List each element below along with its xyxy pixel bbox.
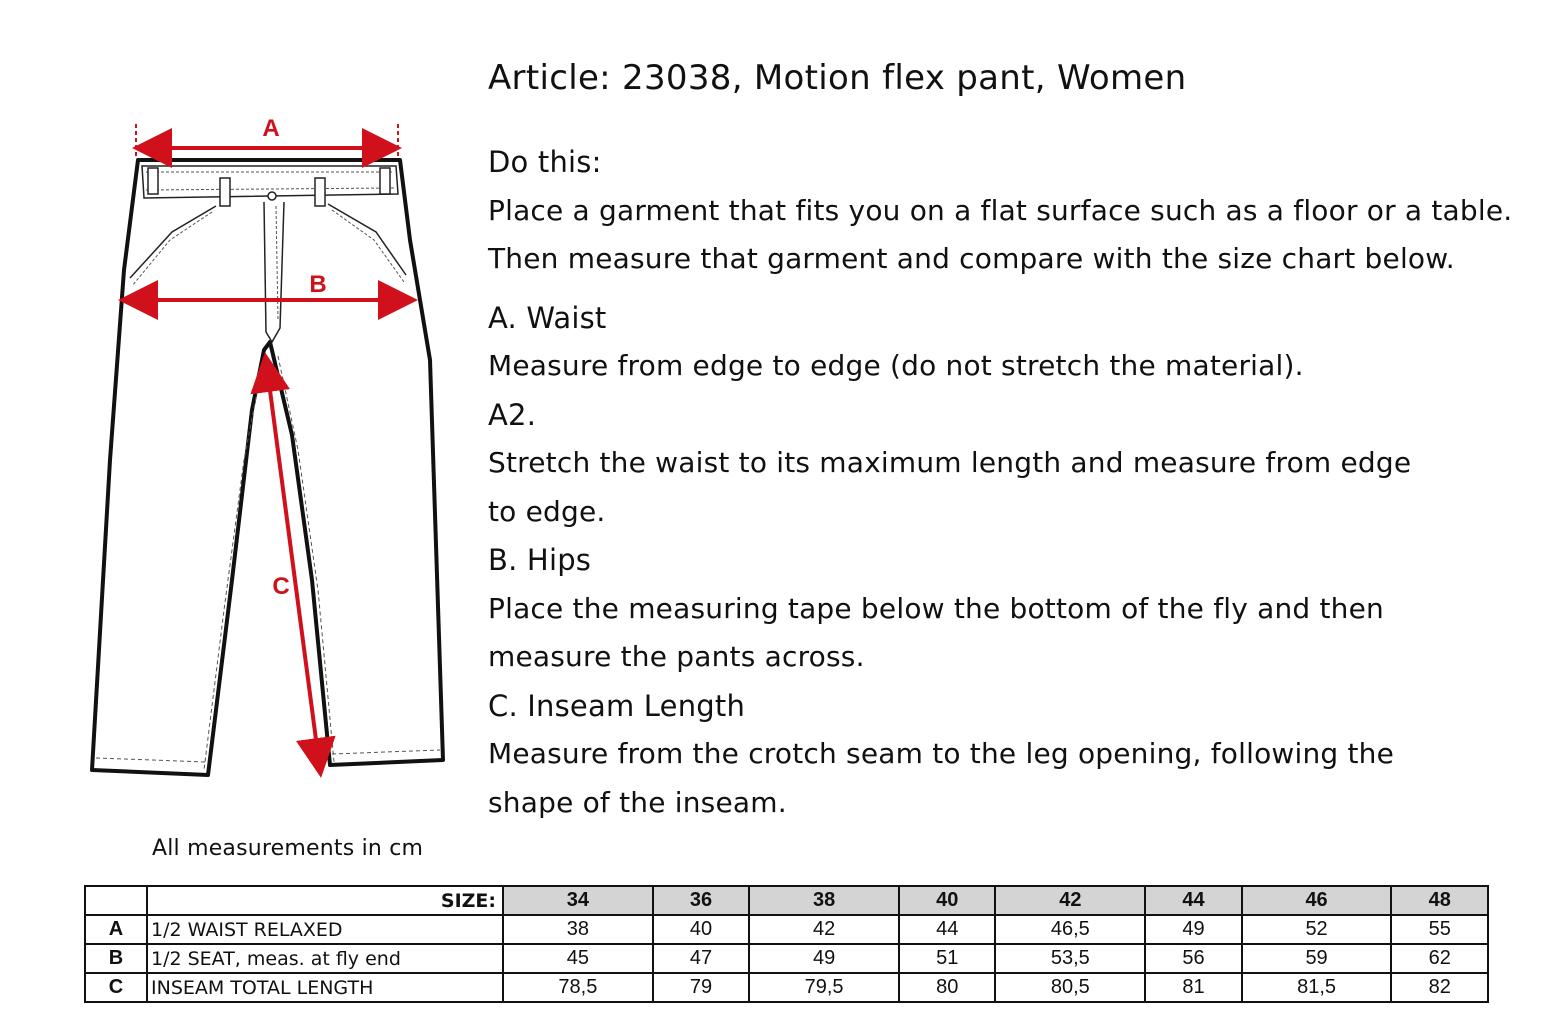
value-cell: 79 [653, 973, 750, 1002]
size-cell: 34 [503, 886, 653, 915]
value-cell: 42 [749, 915, 899, 944]
button [268, 192, 276, 200]
size-cell: 46 [1242, 886, 1392, 915]
value-cell: 49 [1145, 915, 1242, 944]
value-cell: 49 [749, 944, 899, 973]
waist-stretch-text: Stretch the waist to its maximum length and measure from edge to edge. [488, 446, 1412, 528]
inseam-text: Measure from the crotch seam to the leg opening, following the shape of the inseam. [488, 737, 1395, 819]
row-key: C [85, 973, 147, 1002]
row-label: 1/2 SEAT, meas. at fly end [147, 944, 503, 973]
value-cell: 38 [503, 915, 653, 944]
row-key: A [85, 915, 147, 944]
measurement-unit-note: All measurements in cm [152, 836, 424, 861]
size-cell: 40 [899, 886, 996, 915]
value-cell: 79,5 [749, 973, 899, 1002]
belt-loop [315, 178, 325, 206]
size-cell: 42 [995, 886, 1145, 915]
table-row [85, 973, 1488, 1002]
label-c: C [272, 573, 290, 600]
value-cell: 56 [1145, 944, 1242, 973]
waist-stretch-heading: A2. [488, 397, 537, 432]
intro-line-1: Place a garment that fits you on a flat surface such as a floor or a table. [488, 193, 1513, 227]
row-label: INSEAM TOTAL LENGTH [147, 973, 503, 1002]
size-cell: 44 [1145, 886, 1242, 915]
header-empty-cell [85, 886, 147, 915]
value-cell: 47 [653, 944, 750, 973]
belt-loop [148, 168, 158, 194]
size-cell: 38 [749, 886, 899, 915]
article-title: Article: 23038, Motion flex pant, Women [488, 58, 1187, 98]
value-cell: 81,5 [1242, 973, 1392, 1002]
waist-heading: A. Waist [488, 300, 607, 335]
value-cell: 80,5 [995, 973, 1145, 1002]
instructions [488, 58, 1528, 827]
value-cell: 45 [503, 944, 653, 973]
size-cell: 36 [653, 886, 750, 915]
inseam-heading: C. Inseam Length [488, 688, 746, 723]
label-b: B [309, 271, 327, 298]
value-cell: 51 [899, 944, 996, 973]
value-cell: 78,5 [503, 973, 653, 1002]
size-cell: 48 [1391, 886, 1488, 915]
row-key: B [85, 944, 147, 973]
size-label: SIZE: [147, 886, 503, 915]
value-cell: 44 [899, 915, 996, 944]
value-cell: 80 [899, 973, 996, 1002]
intro-line-2: Then measure that garment and compare with the size chart below. [488, 242, 1455, 275]
table-row [85, 944, 1488, 973]
value-cell: 53,5 [995, 944, 1145, 973]
value-cell: 81 [1145, 973, 1242, 1002]
label-a: A [262, 115, 280, 142]
hips-text: Place the measuring tape below the bottom of the fly and then measure the pants across. [488, 591, 1384, 673]
waist-text: Measure from edge to edge (do not stretch the material). [488, 349, 1304, 382]
value-cell: 55 [1391, 915, 1488, 944]
table-row [85, 915, 1488, 944]
row-label: 1/2 WAIST RELAXED [147, 915, 503, 944]
value-cell: 40 [653, 915, 750, 944]
value-cell: 82 [1391, 973, 1488, 1002]
hips-heading: B. Hips [488, 543, 592, 577]
belt-loop [380, 168, 390, 194]
value-cell: 52 [1242, 915, 1392, 944]
value-cell: 46,5 [995, 915, 1145, 944]
do-this-heading: Do this: [488, 145, 602, 179]
size-chart-table [84, 885, 1489, 1003]
size-header-row [85, 886, 1488, 915]
pants-diagram [80, 110, 460, 800]
belt-loop [220, 178, 230, 206]
value-cell: 62 [1391, 944, 1488, 973]
value-cell: 59 [1242, 944, 1392, 973]
